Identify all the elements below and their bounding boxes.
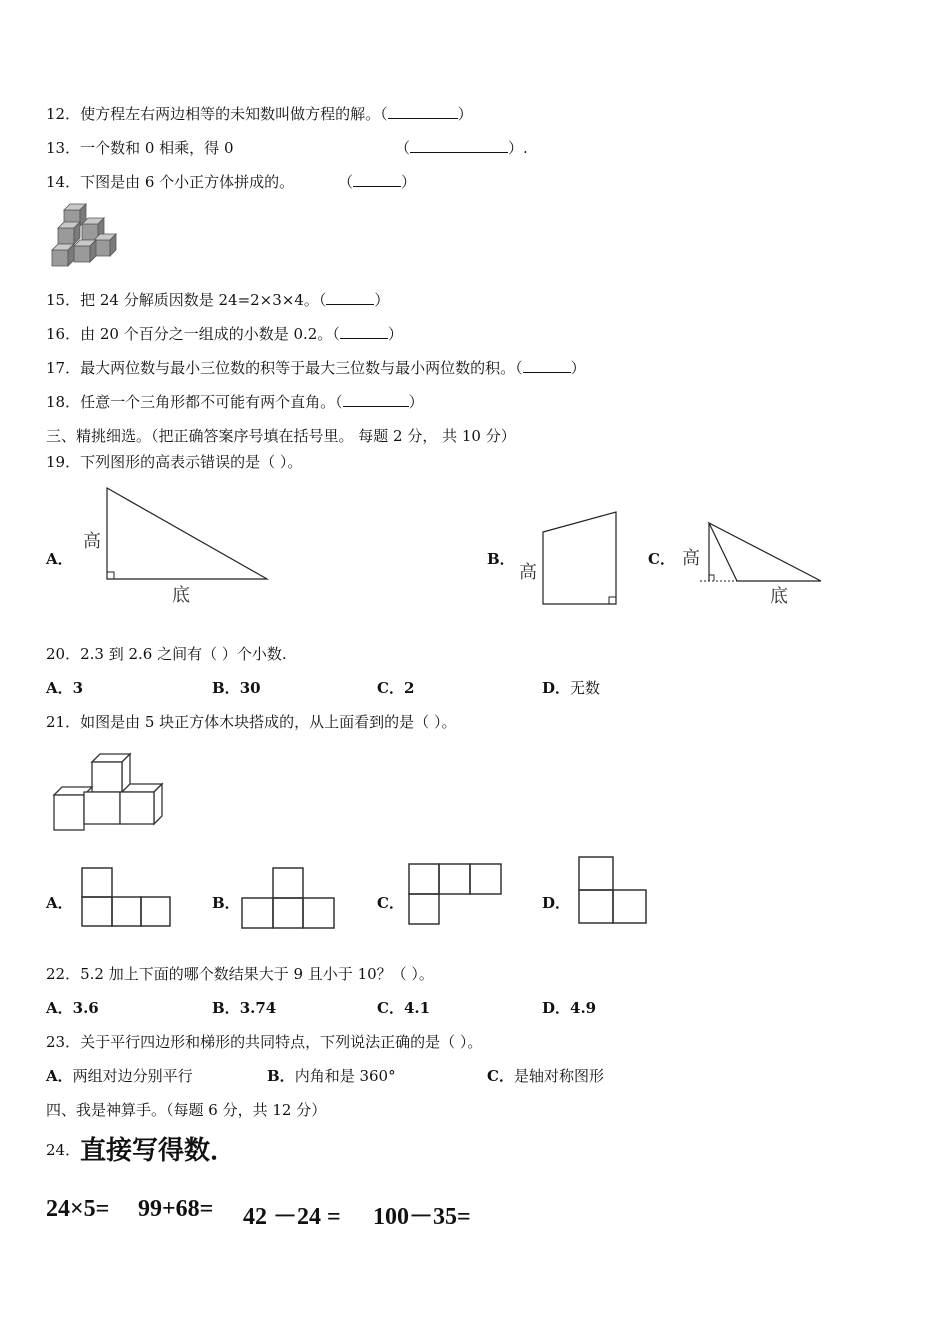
q-number: 12． [46,105,81,123]
q20-option-a[interactable] [46,677,83,698]
q-number: 21． [46,713,81,731]
q-number: 18． [46,393,81,411]
q21-option-b-view[interactable] [240,866,336,930]
q20-option-c[interactable] [377,677,414,698]
q19-option-b-label[interactable]: B． [487,550,515,568]
option-letter: A． [46,1067,73,1085]
answer-blank[interactable] [343,392,409,407]
question-22 [46,963,434,984]
question-15 [46,289,389,310]
q21-block-figure [50,752,168,836]
answer-blank[interactable] [326,290,374,305]
section-3-heading: 三、精挑细选。（把正确答案序号填在括号里。 每题 2 分， 共 10 分） [46,427,516,445]
option-letter: C． [487,1067,514,1085]
height-label: 高 [83,531,101,552]
q-text: 一个数和 0 相乘，得 0 [80,139,234,157]
option-letter: D． [542,999,571,1017]
q19-option-a-label[interactable]: A． [46,550,73,568]
question-23 [46,1031,482,1052]
q-number: 17． [46,359,81,377]
q19-figure-c[interactable] [680,520,830,610]
q-text: 如图是由 5 块正方体木块搭成的，从上面看到的是（ ）。 [80,713,457,731]
paren-close: ） [408,393,424,411]
q-number: 13． [46,139,81,157]
paren-close: ） [457,105,473,123]
q-text: 关于平行四边形和梯形的共同特点，下列说法正确的是（ ）。 [80,1033,483,1051]
paren-close: ） [374,291,390,309]
q21-option-d-view[interactable] [577,855,649,925]
q-number: 19． [46,453,81,471]
q-number: 23． [46,1033,81,1051]
q-number: 15． [46,291,81,309]
option-text: 3.74 [239,999,277,1017]
q19-option-c-label[interactable]: C． [648,550,675,568]
q-text: 最大两位数与最小三位数的积等于最大三位数与最小两位数的积。（ [80,359,523,377]
question-20 [46,643,287,664]
paren-close: ） [570,359,586,377]
q23-option-c[interactable] [487,1065,604,1086]
paren-close: ） [387,325,403,343]
option-text: 无数 [570,679,601,697]
q-text: 下图是由 6 个小正方体拼成的。 [80,173,295,191]
q22-option-c[interactable] [377,997,430,1018]
option-letter: C． [377,999,404,1017]
question-21 [46,711,456,732]
paren-open: （ [338,173,354,191]
q21-option-a-label[interactable]: A． [46,894,73,912]
question-19 [46,451,302,472]
q21-option-d-label[interactable]: D． [542,894,571,912]
height-label: 高 [682,548,700,569]
option-letter: B． [267,1067,295,1085]
option-text: 4.9 [570,999,597,1017]
option-letter: D． [542,679,571,697]
calc-item-3: 42 －24 = [243,1204,341,1230]
q19-figure-a[interactable] [80,485,275,610]
q22-option-b[interactable] [212,997,276,1018]
q22-option-a[interactable] [46,997,99,1018]
option-letter: A． [46,679,73,697]
q19-figure-b[interactable] [515,508,625,608]
option-letter: C． [377,679,404,697]
option-text: 是轴对称图形 [513,1067,604,1085]
q21-option-c-label[interactable]: C． [377,894,404,912]
q-text: 5.2 加上下面的哪个数结果大于 9 且小于 10？（ ）。 [80,965,434,983]
q20-option-b[interactable] [212,677,261,698]
q-number: 22． [46,965,81,983]
option-text: 3.6 [72,999,99,1017]
answer-blank[interactable] [388,104,458,119]
paren-open: （ [395,139,411,157]
question-17 [46,357,586,378]
question-14-answer [338,171,416,192]
q-text: 任意一个三角形都不可能有两个直角。（ [80,393,343,411]
base-label: 底 [172,585,190,606]
section-4-heading: 四、我是神算手。（每题 6 分，共 12 分） [46,1101,327,1119]
cube-stack-figure [52,204,122,270]
q-text: 把 24 分解质因数是 24=2×3×4。（ [80,291,327,309]
question-13-answer [395,137,528,158]
q-number: 16． [46,325,81,343]
calc-item-1: 24×5= [46,1196,110,1222]
option-letter: B． [212,679,240,697]
q20-option-d[interactable] [542,677,600,698]
answer-blank[interactable] [410,138,508,153]
option-letter: B． [212,999,240,1017]
question-12 [46,103,473,124]
question-18 [46,391,424,412]
answer-blank[interactable] [523,358,571,373]
answer-blank[interactable] [340,324,388,339]
question-24-number: 24． [46,1141,81,1159]
paren-close: ）. [508,139,528,157]
calc-item-4: 100－35= [373,1204,471,1230]
q21-option-a-view[interactable] [80,866,172,928]
paren-close: ） [401,173,417,191]
q21-option-c-view[interactable] [407,862,503,926]
option-text: 30 [239,679,261,697]
q23-option-a[interactable] [46,1065,193,1086]
calc-item-2: 99+68= [138,1196,214,1222]
q-text: 2.3 到 2.6 之间有（ ）个小数. [80,645,287,663]
q-text: 下列图形的高表示错误的是（ ）。 [80,453,303,471]
option-text: 4.1 [403,999,431,1017]
option-text: 2 [403,679,415,697]
q22-option-d[interactable] [542,997,596,1018]
q-text: 由 20 个百分之一组成的小数是 0.2。（ [80,325,340,343]
q21-option-b-label[interactable]: B． [212,894,240,912]
answer-blank[interactable] [353,172,401,187]
height-label: 高 [519,562,537,583]
question-24-title: 直接写得数． [80,1136,237,1166]
base-label: 底 [770,586,788,607]
option-text: 3 [72,679,84,697]
q-number: 14． [46,173,81,191]
question-14 [46,171,294,192]
q23-option-b[interactable] [267,1065,396,1086]
question-13 [46,137,234,158]
q-number: 20． [46,645,81,663]
option-text: 两组对边分别平行 [72,1067,193,1085]
option-text: 内角和是 360° [294,1067,396,1085]
question-16 [46,323,403,344]
q-text: 使方程左右两边相等的未知数叫做方程的解。（ [80,105,388,123]
option-letter: A． [46,999,73,1017]
